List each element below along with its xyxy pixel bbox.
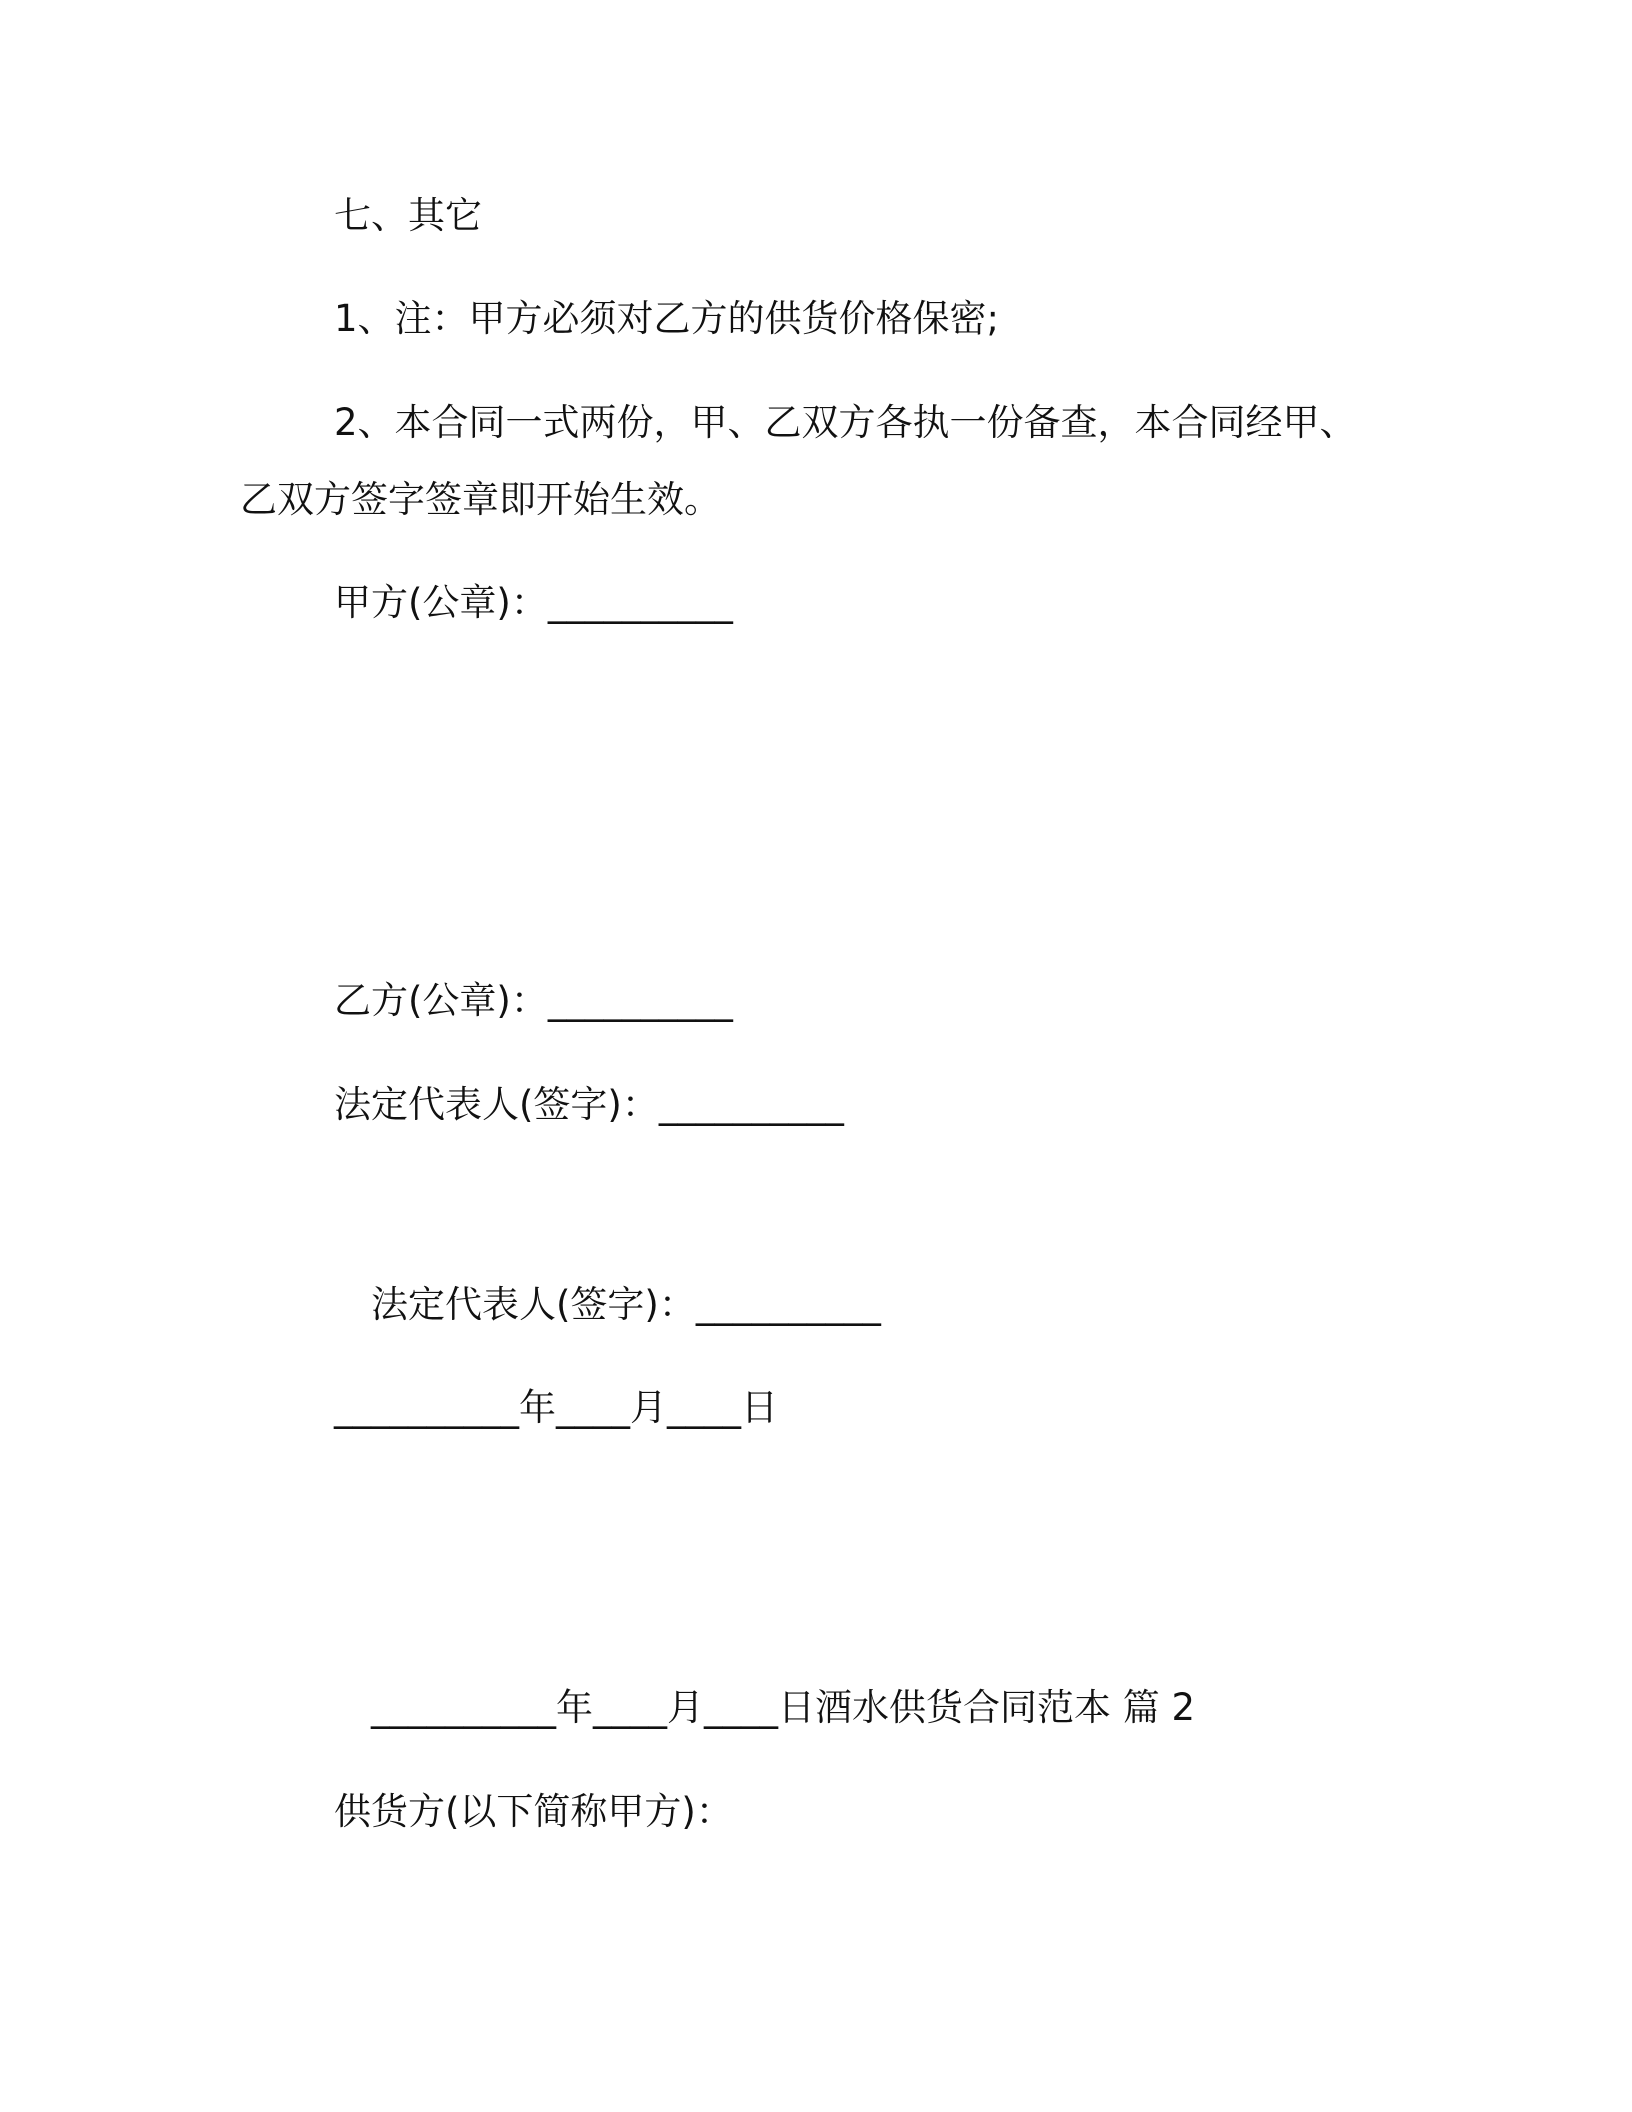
legal-representative-line-2: 法定代表人(签字)：__________ [371,1283,881,1326]
party-a-seal-line: 甲方(公章)：__________ [334,581,733,624]
clause-note-2-line-1: 2、本合同一式两份，甲、乙双方各执一份备查，本合同经甲、 [334,401,1357,444]
clause-note-2-line-2: 乙双方签字签章即开始生效。 [240,478,721,521]
date-line: __________年____月____日 [334,1386,778,1429]
contract-title-line: __________年____月____日酒水供货合同范本 篇 2 [371,1686,1196,1729]
section-heading: 七、其它 [334,194,482,237]
legal-representative-line-1: 法定代表人(签字)：__________ [334,1083,844,1126]
clause-note-1: 1、注：甲方必须对乙方的供货价格保密; [334,297,1000,340]
supplier-line: 供货方(以下简称甲方)： [334,1790,733,1833]
party-b-seal-line: 乙方(公章)：__________ [334,979,733,1022]
